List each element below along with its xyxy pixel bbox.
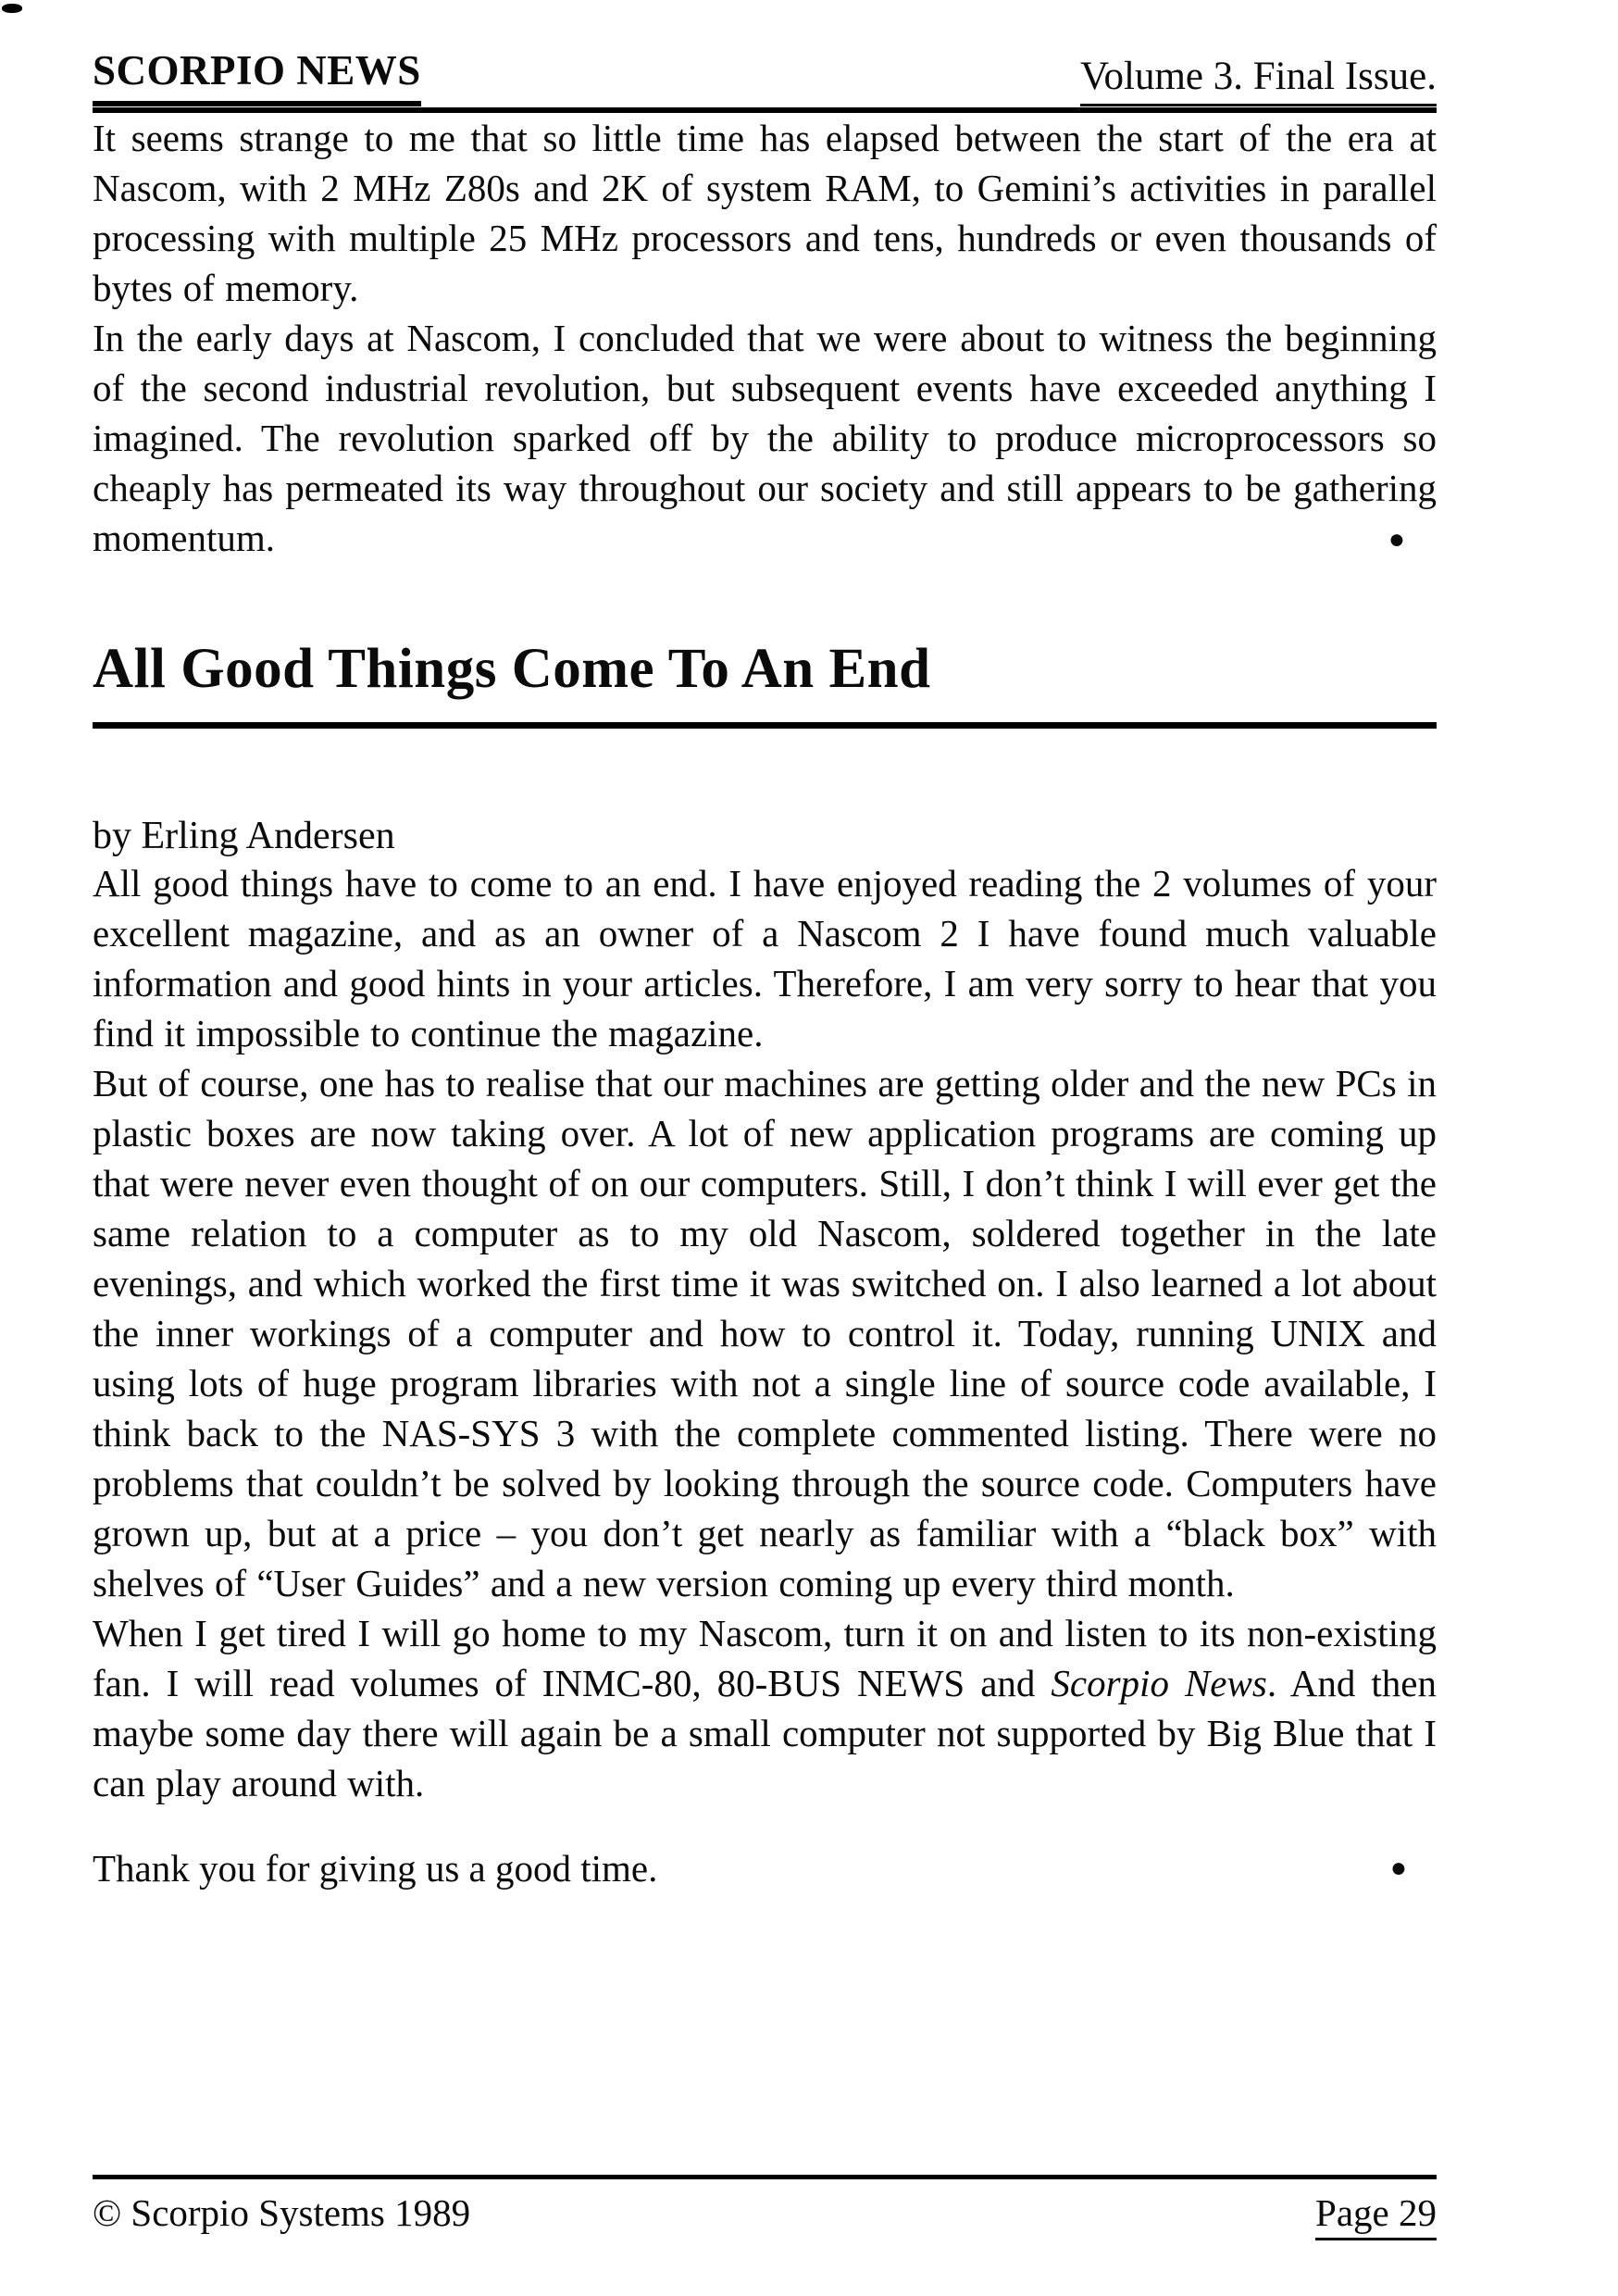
article-paragraph-3 — [93, 1608, 1437, 1808]
closing-row — [93, 1843, 1437, 1893]
header-row — [93, 46, 1437, 106]
intro-paragraph-1: It seems strange to me that so little time has elapsed between the start of the era at Nascom, with 2 MHz Z80s and 2K of system RAM, to Gemini’s activities in parallel processing with multiple 25 MHz processors and tens, hundreds or even thousands of bytes of memory. — [93, 117, 1437, 309]
page-footer — [93, 2175, 1437, 2240]
newsletter-title: SCORPIO NEWS — [93, 46, 421, 106]
intro-paragraph-2 — [93, 313, 1437, 563]
article-byline: by Erling Andersen — [93, 815, 395, 857]
footer-rule — [93, 2175, 1437, 2179]
page-content — [93, 0, 1437, 1893]
issue-label: Volume 3. Final Issue. — [1080, 54, 1437, 106]
article-paragraph-3-text-b: . And then maybe some day there will again be a small computer not supported by Big Blue that I can play around with. — [93, 1662, 1437, 1804]
closing-line: Thank you for giving us a good time. — [93, 1847, 658, 1890]
end-of-article-bullet: ● — [1389, 1853, 1407, 1883]
page-header — [93, 46, 1437, 113]
italic-publication-name: Scorpio News — [1051, 1662, 1267, 1704]
end-of-article-bullet: ● — [1388, 524, 1405, 555]
article-paragraph-3-text-a: When I get tired I will go home to my Nascom, turn it on and listen to its non-existing fan. I will read volumes of INMC-80, 80-BUS NEWS and — [93, 1612, 1437, 1704]
article-paragraph-2: But of course, one has to realise that our machines are getting older and the new PCs in plastic boxes are now taking over. A lot of new application programs are coming up that were never even thought of on our computers. Still, I don’t think I will ever get the same relation to a computer as to my old Nascom, soldered together in the late evenings, and which worked the first time it was switched on. I also learned a lot about the inner workings of a computer and how to control it. Today, running UNIX and using lots of huge program libraries with not a single line of source code available, I think back to the NAS-SYS 3 with the complete commented listing. There were no problems that couldn’t be solved by looking through the source code. Computers have grown up, but at a price – you don’t get nearly as familiar with a “black box” with shelves of “User Guides” and a new version coming up every third month. — [93, 1062, 1437, 1604]
article-title: All Good Things Come To An End — [93, 637, 1437, 729]
scan-artifact — [2, 4, 22, 13]
intro-paragraph-2-text: In the early days at Nascom, I concluded that we were about to witness the beginning of the second industrial revolution, but subsequent events have exceeded anything I imagined. The revolution sparked off by the ability to produce microprocessors so cheaply has permeated its way throughout our society and still appears to be gathering momentum. — [93, 317, 1437, 559]
footer-row — [93, 2190, 1437, 2240]
article-paragraph-1: All good things have to come to an end. I have enjoyed reading the 2 volumes of your excellent magazine, and as an owner of a Nascom 2 I have found much valuable information and good hints in your articles. Therefore, I am very sorry to hear that you find it impossible to continue the magazine. — [93, 862, 1437, 1054]
page-number: Page 29 — [1315, 2190, 1437, 2240]
copyright-notice: © Scorpio Systems 1989 — [93, 2191, 471, 2234]
